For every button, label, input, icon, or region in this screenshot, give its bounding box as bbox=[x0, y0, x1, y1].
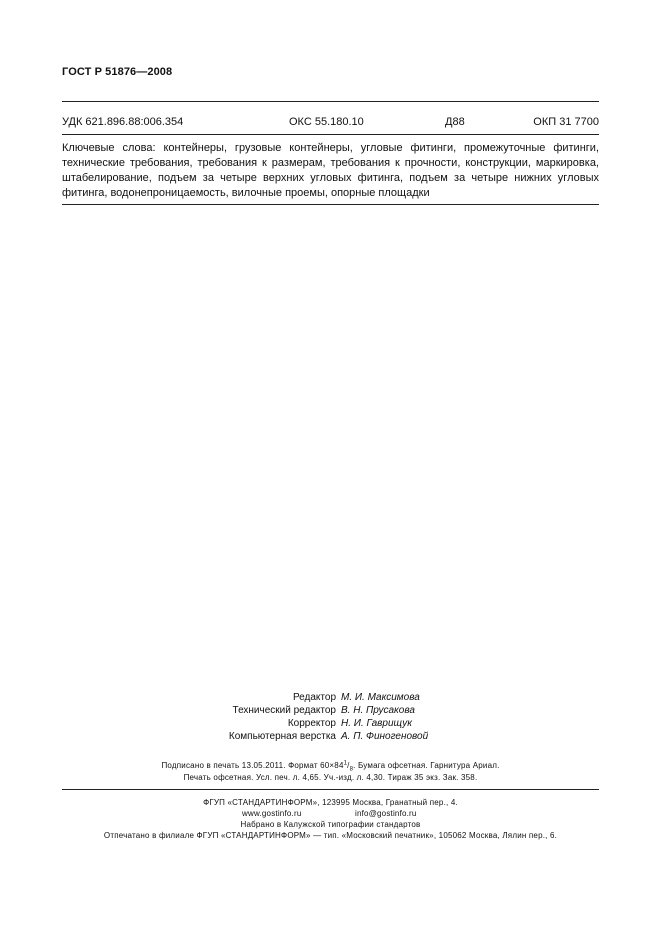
divider-top bbox=[62, 101, 599, 102]
credit-name: В. Н. Прусакова bbox=[341, 705, 415, 716]
credit-name: Н. И. Гаврищук bbox=[341, 718, 412, 729]
credit-role: Технический редактор bbox=[232, 705, 336, 716]
credit-role: Компьютерная верстка bbox=[228, 731, 336, 742]
credit-tech-editor bbox=[0, 704, 661, 717]
publisher-website: www.gostinfo.ru bbox=[242, 809, 302, 818]
oks-code: ОКС 55.180.10 bbox=[289, 116, 364, 128]
print-format: Подписано в печать 13.05.2011. Формат 60×84 bbox=[161, 761, 344, 770]
standard-number: ГОСТ Р 51876—2008 bbox=[62, 66, 173, 78]
format-numerator: 1 bbox=[343, 760, 348, 767]
keywords-paragraph: Ключевые слова: контейнеры, грузовые контейнеры, угловые фитинги, промежуточные фитинги, технические требования, требования к размерам, требования к прочности, конструкции, маркировка, штабелирование, подъем за четыре верхних угловых фитинга, подъем за четыре нижних угловых фитинга, водонепроницаемость, вилочные проемы, опорные площадки bbox=[62, 142, 599, 199]
print-info bbox=[0, 760, 661, 784]
okp-code: ОКП 31 7700 bbox=[533, 116, 599, 128]
divider-classification bbox=[62, 134, 599, 135]
divider-bottom bbox=[62, 789, 599, 790]
divider-keywords bbox=[62, 204, 599, 205]
printing-note: Отпечатано в филиале ФГУП «СТАНДАРТИНФОРМ» — тип. «Московский печатник», 105062 Москва, Лялин пер., 6. bbox=[103, 831, 558, 840]
credit-role: Корректор bbox=[287, 718, 336, 729]
credit-corrector bbox=[0, 717, 661, 730]
credit-layout bbox=[0, 730, 661, 743]
publisher-email: info@gostinfo.ru bbox=[355, 809, 417, 818]
group-code: Д88 bbox=[445, 116, 465, 128]
print-info-line1 bbox=[0, 760, 661, 772]
credit-name: М. И. Максимова bbox=[341, 692, 420, 703]
classification-row bbox=[62, 116, 599, 130]
publisher-contacts bbox=[0, 808, 661, 819]
udk-code: УДК 621.896.88:006.354 bbox=[62, 116, 184, 128]
publisher-address: ФГУП «СТАНДАРТИНФОРМ», 123995 Москва, Гранатный пер., 4. bbox=[203, 798, 458, 807]
format-slash: / bbox=[347, 761, 350, 770]
print-info-line2: Печать офсетная. Усл. печ. л. 4,65. Уч.-изд. л. 4,30. Тираж 35 экз. Зак. 358. bbox=[183, 773, 478, 782]
format-denominator: 8 bbox=[349, 766, 354, 773]
typesetting-note: Набрано в Калужской типографии стандартов bbox=[240, 820, 421, 829]
credit-editor bbox=[0, 691, 661, 704]
credits-block bbox=[0, 691, 661, 743]
credit-name: А. П. Финогеновой bbox=[341, 731, 429, 742]
credit-role: Редактор bbox=[292, 692, 336, 703]
print-paper: . Бумага офсетная. Гарнитура Ариал. bbox=[353, 761, 500, 770]
publisher-block bbox=[0, 797, 661, 841]
